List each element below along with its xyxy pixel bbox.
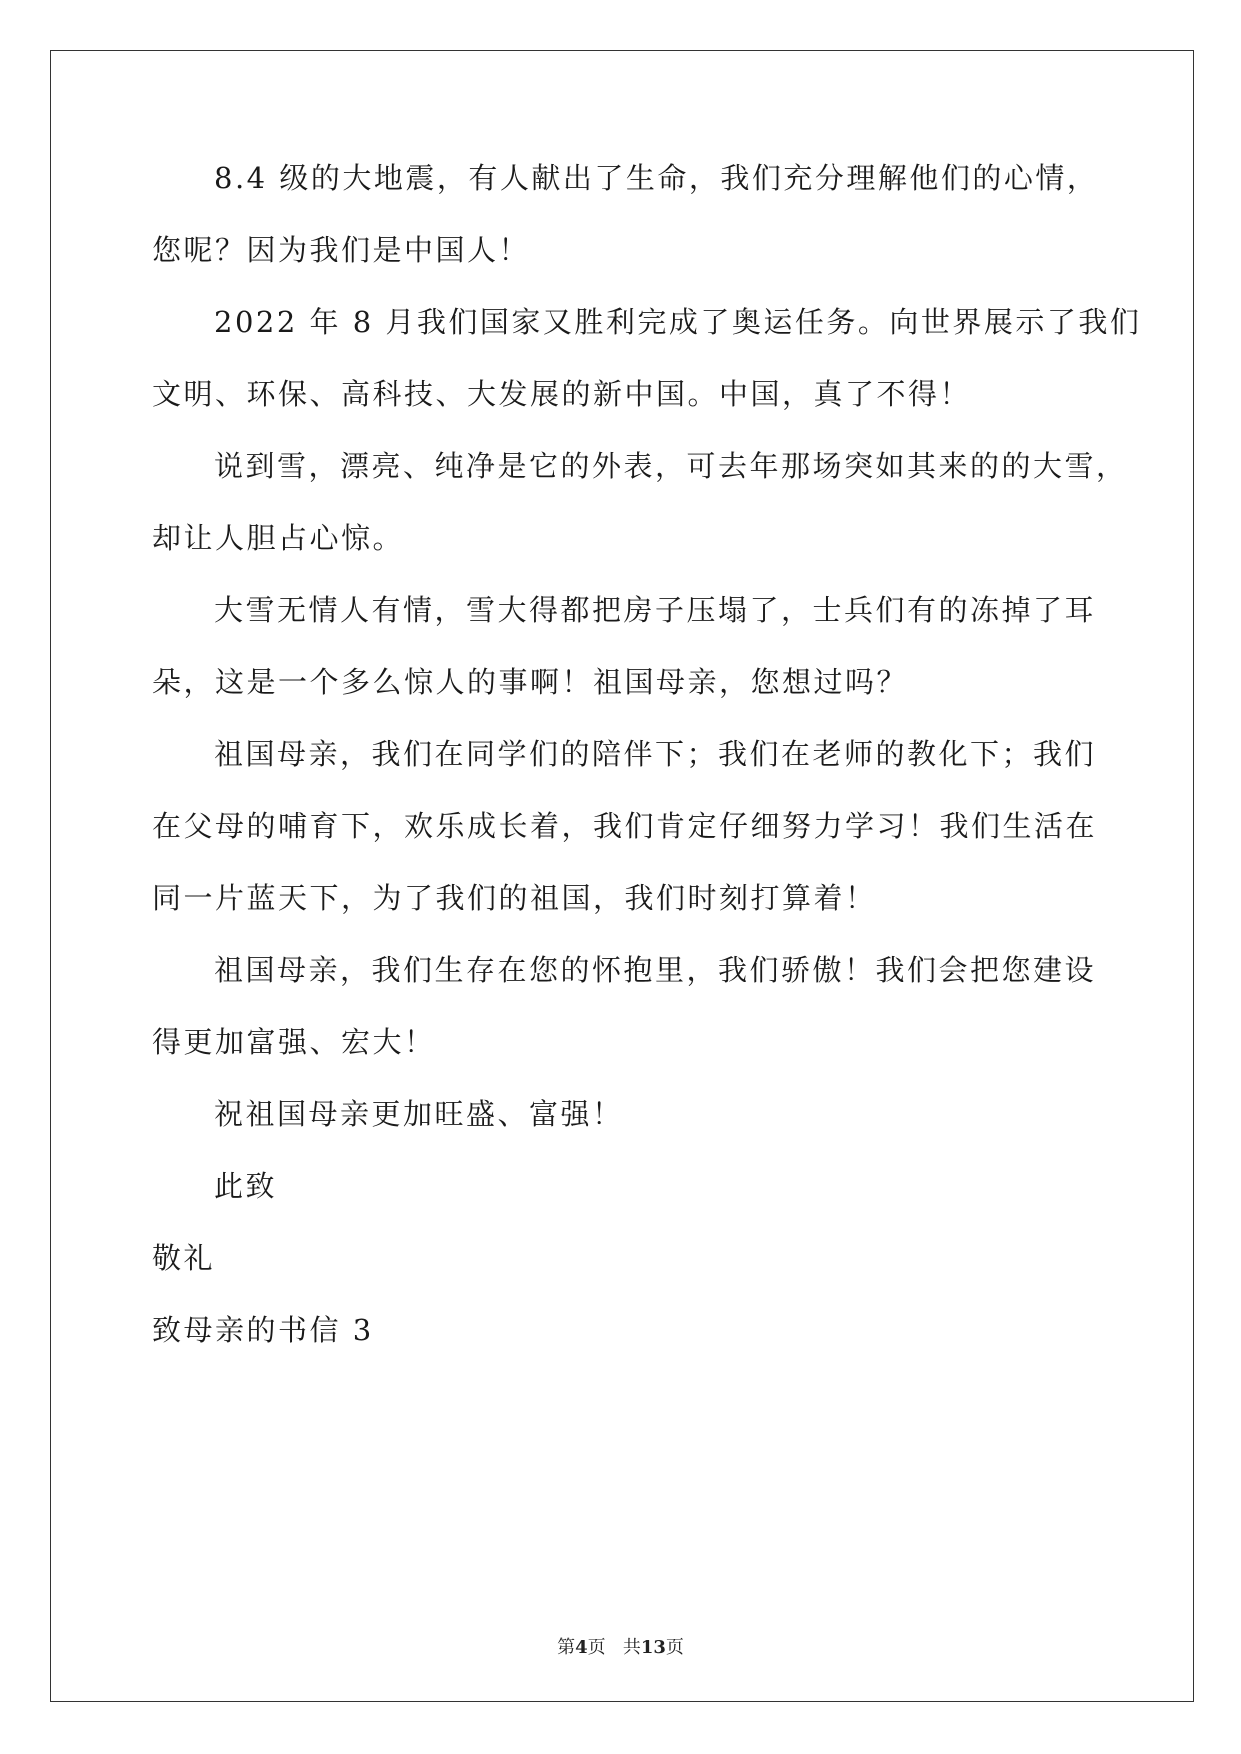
text-line: 您呢？因为我们是中国人！ [152,233,531,267]
text-line: 却让人胆占心惊。 [152,521,405,555]
text-line: 同一片蓝天下，为了我们的祖国，我们时刻打算着！ [152,881,877,915]
text-line: 2022 年 8 月我们国家又胜利完成了奥运任务。向世界展示了我们 [214,305,1142,339]
text-line: 得更加富强、宏大！ [152,1025,436,1059]
total-pages: 13 [640,1637,666,1658]
footer-page-suffix: 页 [587,1637,606,1658]
text-line: 在父母的哺育下，欢乐成长着，我们肯定仔细努力学习！我们生活在 [152,809,1098,843]
section-heading: 致母亲的书信 3 [152,1313,374,1347]
text-line: 文明、环保、高科技、大发展的新中国。中国，真了不得！ [152,377,972,411]
text-line: 朵，这是一个多么惊人的事啊！祖国母亲，您想过吗？ [152,665,909,699]
page-footer [0,1636,1241,1660]
text-line: 8.4 级的大地震，有人献出了生命，我们充分理解他们的心情， [214,161,1099,195]
text-line: 祝祖国母亲更加旺盛、富强！ [214,1097,624,1131]
page-border [50,50,1194,1702]
text-line: 大雪无情人有情，雪大得都把房子压塌了，士兵们有的冻掉了耳 [214,593,1097,627]
text-line: 祖国母亲，我们生存在您的怀抱里，我们骄傲！我们会把您建设 [214,953,1097,987]
text-line: 祖国母亲，我们在同学们的陪伴下；我们在老师的教化下；我们 [214,737,1097,771]
salutation-line: 敬礼 [152,1241,216,1275]
footer-total-suffix: 页 [665,1637,684,1658]
footer-total-prefix: 共 [622,1637,641,1658]
page-number: 4 [575,1637,588,1658]
closing-line: 此致 [214,1169,278,1203]
text-line: 说到雪，漂亮、纯净是它的外表，可去年那场突如其来的的大雪， [214,449,1128,483]
footer-prefix: 第 [557,1637,576,1658]
